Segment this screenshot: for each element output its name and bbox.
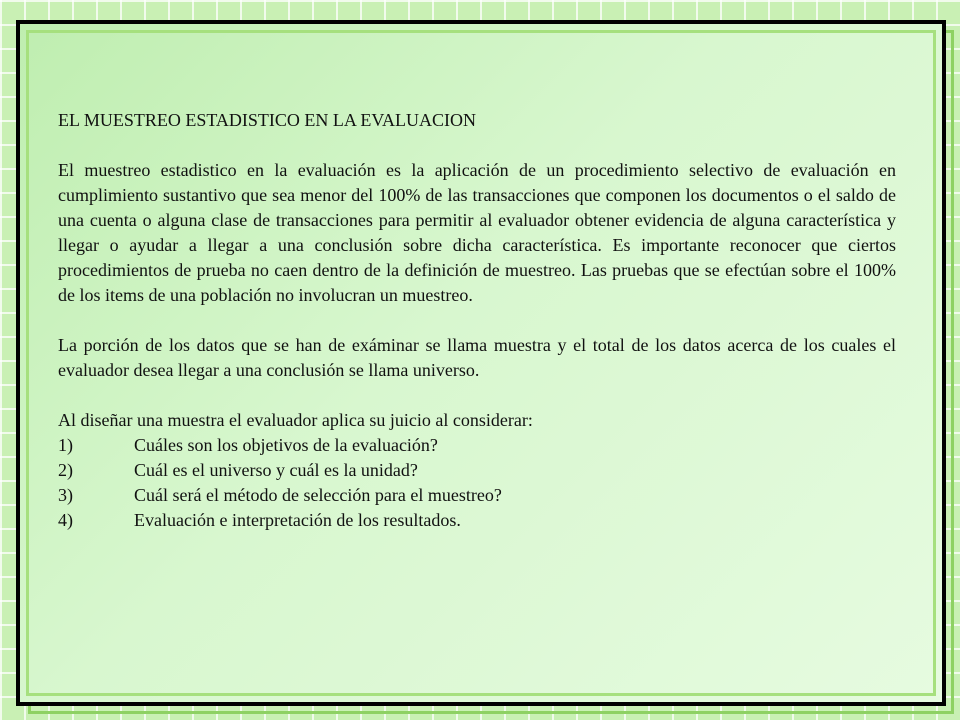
considerations-list [58, 433, 896, 533]
list-item-number: 4) [58, 510, 73, 530]
list-item-text: Evaluación e interpretación de los resultados. [134, 510, 461, 530]
slide-title: EL MUESTREO ESTADISTICO EN LA EVALUACION [58, 110, 477, 130]
list-item [58, 483, 896, 508]
list-item [58, 508, 896, 533]
list-item-text: Cuál es el universo y cuál es la unidad? [134, 460, 418, 480]
considerations-intro: Al diseñar una muestra el evaluador aplica su juicio al considerar: [58, 410, 533, 430]
list-item [58, 458, 896, 483]
list-item-number: 3) [58, 485, 73, 505]
slide-content [58, 108, 896, 533]
list-item-number: 1) [58, 435, 73, 455]
paragraph-definition: El muestreo estadistico en la evaluación es la aplicación de un procedimiento selectivo de evaluación en cumplimiento sustantivo que sea menor del 100% de las transacciones que componen los documentos o el saldo de una cuenta o alguna clase de transacciones para permitir al evaluador obtener evidencia de alguna característica y llegar o ayudar a llegar a una conclusión sobre dicha característica. Es importante reconocer que ciertos procedimientos de prueba no caen dentro de la definición de muestreo. Las pruebas que se efectúan sobre el 100% de los items de una población no involucran un muestreo. [58, 160, 896, 305]
considerations [58, 408, 896, 533]
list-item [58, 433, 896, 458]
list-item-text: Cuáles son los objetivos de la evaluación? [134, 435, 438, 455]
list-item-number: 2) [58, 460, 73, 480]
list-item-text: Cuál será el método de selección para el muestreo? [134, 485, 502, 505]
paragraph-sample-universe: La porción de los datos que se han de exáminar se llama muestra y el total de los datos acerca de los cuales el evaluador desea llegar a una conclusión se llama universo. [58, 335, 896, 380]
